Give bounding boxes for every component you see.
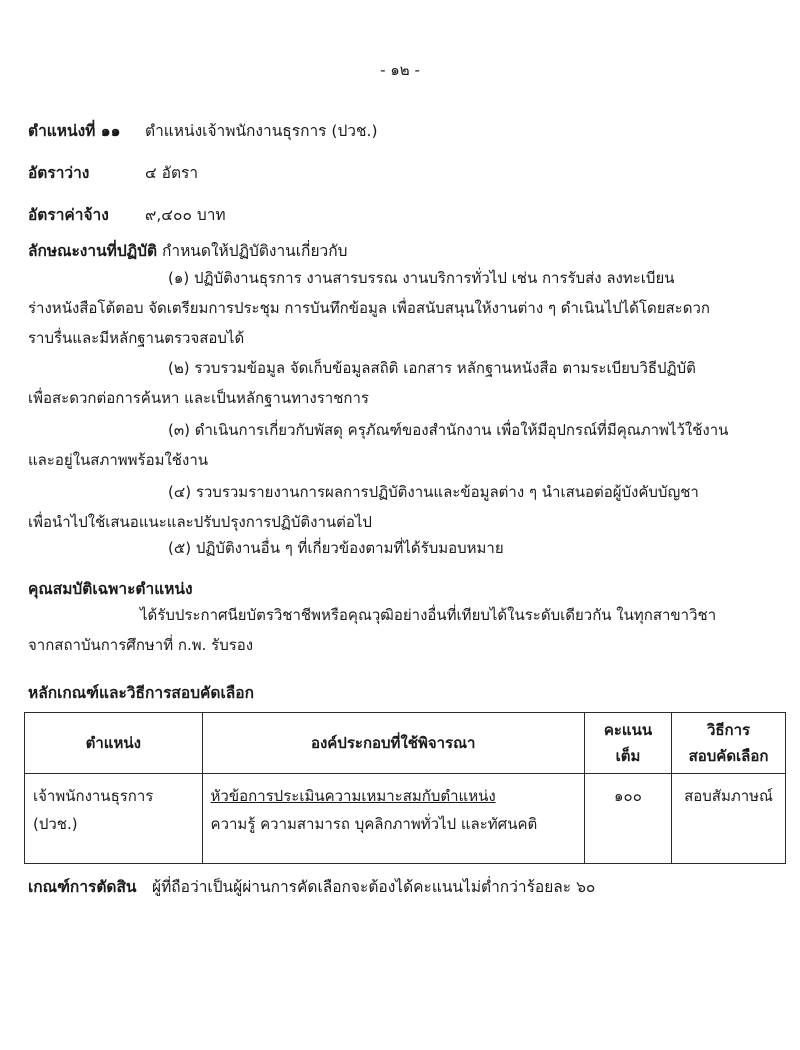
- header-score-line2: เต็ม: [615, 747, 641, 765]
- header-components: องค์ประกอบที่ใช้พิจารณา: [202, 713, 584, 774]
- qualifications-line2: จากสถาบันการศึกษาที่ ก.พ. รับรอง: [28, 636, 254, 654]
- table-header-row: [25, 713, 786, 774]
- page-number: - ๑๒ -: [380, 61, 420, 79]
- cell-position-line2: (ปวช.): [33, 815, 78, 833]
- salary-row: [28, 202, 226, 227]
- cell-components: [202, 774, 584, 864]
- duty-item-1: [28, 263, 786, 353]
- duty-item-2: [28, 353, 786, 413]
- duty-item-5-line1: (๕) ปฏิบัติงานอื่น ๆ ที่เกี่ยวข้องตามที่ได้รับมอบหมาย: [168, 539, 504, 557]
- vacancies-value: ๔ อัตรา: [145, 164, 199, 182]
- duty-item-2-line2: เพื่อสะดวกต่อการค้นหา และเป็นหลักฐานทางราชการ: [28, 389, 369, 407]
- cell-full-score: ๑๐๐: [584, 774, 671, 864]
- qualifications-title: คุณสมบัติเฉพาะตำแหน่ง: [28, 580, 193, 598]
- position-number-row: [28, 118, 378, 143]
- salary-label: อัตราค่าจ้าง: [28, 206, 109, 224]
- duty-item-3-line1: (๓) ดำเนินการเกี่ยวกับพัสดุ ครุภัณฑ์ของสำนักงาน เพื่อให้มีอุปกรณ์ที่มีคุณภาพไว้ใช้งาน: [168, 421, 729, 439]
- duty-item-1-line3: ราบรื่นและมีหลักฐานตรวจสอบได้: [28, 329, 245, 347]
- duty-item-3-line2: และอยู่ในสภาพพร้อมใช้งาน: [28, 451, 208, 469]
- header-score-line1: คะแนน: [603, 721, 653, 739]
- selection-criteria-table: [24, 712, 786, 864]
- header-full-score: [584, 713, 671, 774]
- decision-criteria: [28, 874, 596, 899]
- duty-item-5: [28, 533, 786, 563]
- table-row: [25, 774, 786, 864]
- cell-position-line1: เจ้าพนักงานธุรการ: [33, 787, 154, 805]
- evaluation-detail: ความรู้ ความสามารถ บุคลิกภาพทั่วไป และทัศนคติ: [210, 815, 538, 833]
- decision-value: ผู้ที่ถือว่าเป็นผู้ผ่านการคัดเลือกจะต้องได้คะแนนไม่ต่ำกว่าร้อยละ ๖๐: [152, 878, 596, 896]
- decision-label: เกณฑ์การตัดสิน: [28, 878, 137, 896]
- vacancies-label: อัตราว่าง: [28, 164, 90, 182]
- cell-position: [25, 774, 203, 864]
- qualifications-line1: ได้รับประกาศนียบัตรวิชาชีพหรือคุณวุฒิอย่างอื่นที่เทียบได้ในระดับเดียวกัน ในทุกสาขาวิชา: [140, 606, 717, 624]
- position-title: ตำแหน่งเจ้าพนักงานธุรการ (ปวช.): [145, 122, 378, 140]
- header-method: [672, 713, 786, 774]
- cell-method: สอบสัมภาษณ์: [672, 774, 786, 864]
- duty-item-2-line1: (๒) รวบรวมข้อมูล จัดเก็บข้อมูลสถิติ เอกสาร หลักฐานหนังสือ ตามระเบียบวิธีปฏิบัติ: [168, 359, 696, 377]
- header-method-line1: วิธีการ: [706, 721, 751, 739]
- duties-heading: [28, 238, 347, 263]
- selection-title: หลักเกณฑ์และวิธีการสอบคัดเลือก: [28, 684, 254, 702]
- duty-item-1-line1: (๑) ปฏิบัติงานธุรการ งานสารบรรณ งานบริการทั่วไป เช่น การรับส่ง ลงทะเบียน: [168, 269, 675, 287]
- evaluation-topic: หัวข้อการประเมินความเหมาะสมกับตำแหน่ง: [210, 787, 496, 805]
- header-method-line2: สอบคัดเลือก: [688, 747, 769, 765]
- qualifications-text: [28, 600, 786, 660]
- duty-item-4: [28, 477, 786, 537]
- position-number-label: ตำแหน่งที่ ๑๑: [28, 122, 121, 140]
- duty-item-4-line1: (๔) รวบรวมรายงานการผลการปฏิบัติงานและข้อมูลต่าง ๆ นำเสนอต่อผู้บังคับบัญชา: [168, 483, 699, 501]
- salary-value: ๙,๔๐๐ บาท: [145, 206, 226, 224]
- duty-item-4-line2: เพื่อนำไปใช้เสนอแนะและปรับปรุงการปฏิบัติงานต่อไป: [28, 513, 372, 531]
- duty-item-1-line2: ร่างหนังสือโต้ตอบ จัดเตรียมการประชุม การบันทึกข้อมูล เพื่อสนับสนุนให้งานต่าง ๆ ดำเนินไปได้โดยสะดวก: [28, 299, 710, 317]
- duties-label: ลักษณะงานที่ปฏิบัติ: [28, 242, 158, 260]
- vacancies-row: [28, 160, 199, 185]
- header-position: ตำแหน่ง: [25, 713, 203, 774]
- duties-intro: กำหนดให้ปฏิบัติงานเกี่ยวกับ: [161, 242, 348, 260]
- duty-item-3: [28, 415, 786, 475]
